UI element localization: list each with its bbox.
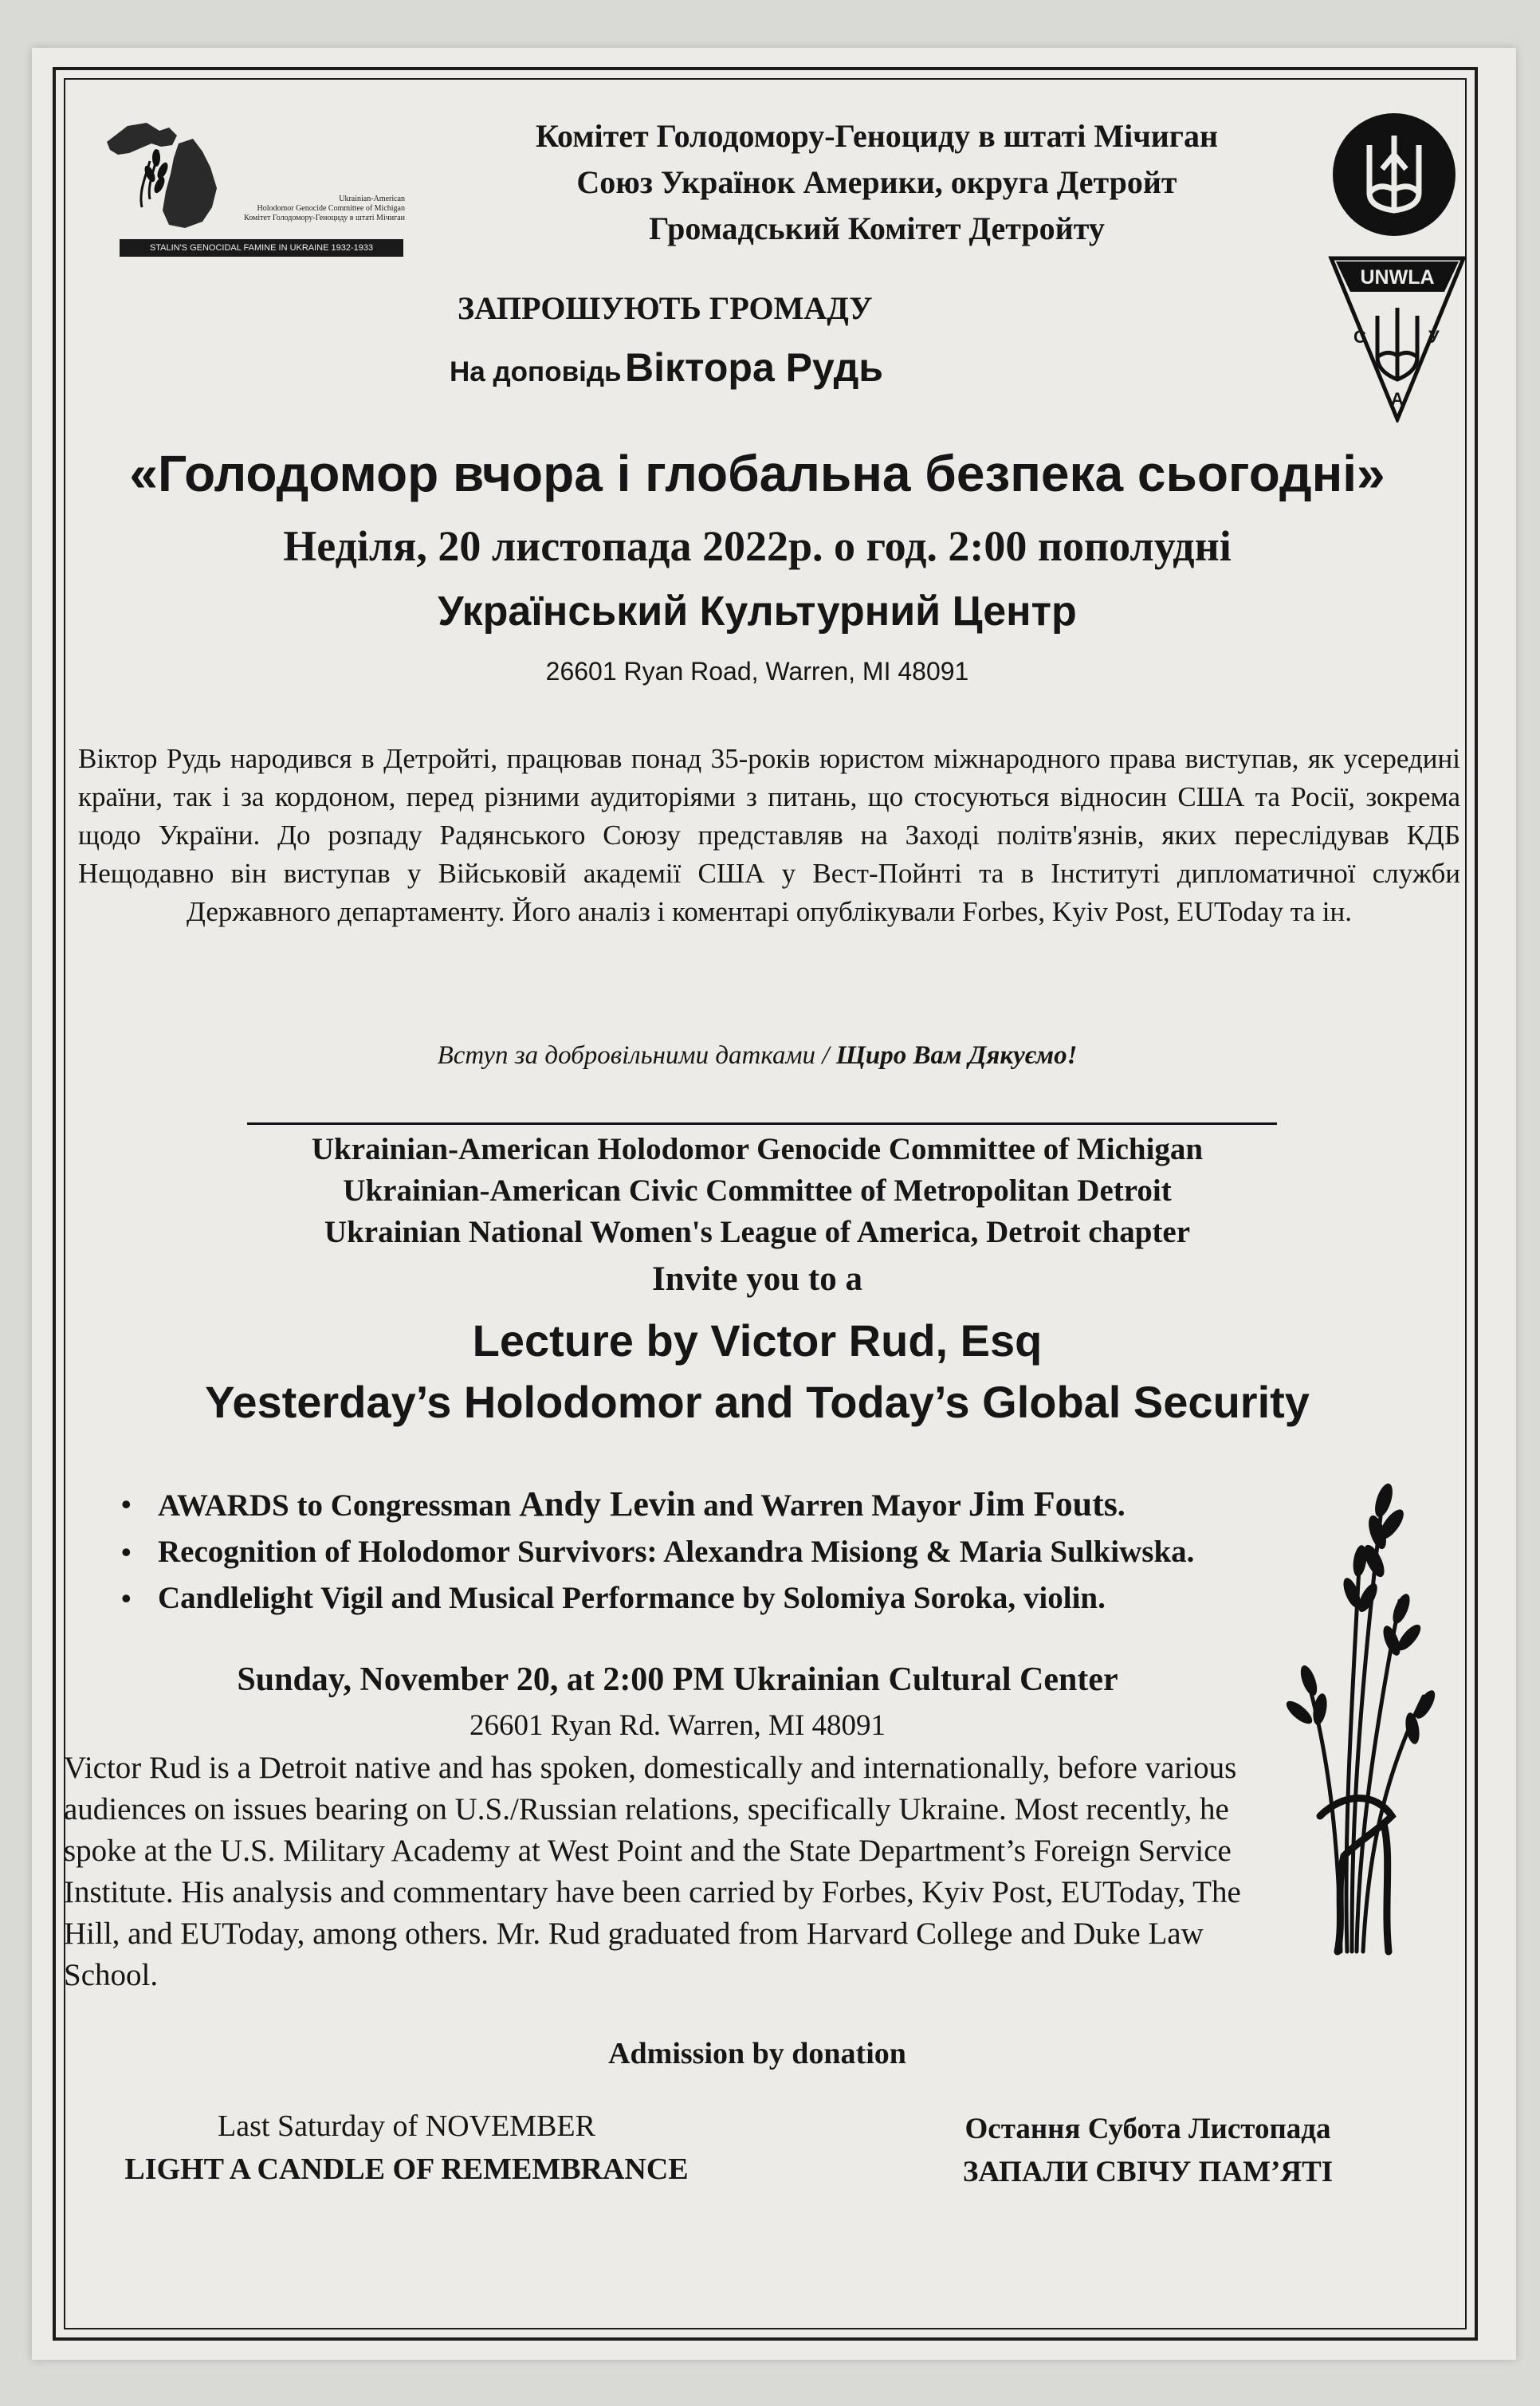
org-lines-en — [80, 1129, 1435, 1253]
title-ua: «Голодомор вчора і глобальна безпека сьогодні» — [129, 445, 1385, 502]
unwla-letter: С — [1353, 327, 1366, 347]
unwla-badge — [1328, 255, 1467, 423]
lecture-name-ua: Віктора Рудь — [625, 345, 884, 390]
admission-ua — [80, 1036, 1435, 1075]
awards-list — [120, 1481, 1251, 1622]
org-lines-ua — [430, 113, 1323, 252]
org-line-en: Ukrainian-American Holodomor Genocide Committee of Michigan — [311, 1132, 1204, 1166]
trident-icon — [1333, 113, 1456, 236]
title-en: Yesterday’s Holodomor and Today’s Global Security — [205, 1377, 1310, 1427]
wheat-sheaf-icon — [1264, 1441, 1448, 1968]
award-item — [158, 1481, 1251, 1529]
logo-caption-line: Комітет Голодомору-Геноциду в штаті Мічиган — [244, 214, 405, 222]
wheat-sheaf — [1264, 1441, 1448, 1968]
invite-ua: ЗАПРОШУЮТЬ ГРОМАДУ — [458, 290, 873, 326]
unwla-letter: А — [1391, 389, 1404, 409]
footer-left-line1: Last Saturday of NOVEMBER — [218, 2109, 595, 2143]
address-en: 26601 Ryan Rd. Warren, MI 48091 — [469, 1709, 886, 1742]
logo-caption — [244, 195, 405, 223]
unwla-letter: У — [1428, 327, 1440, 347]
venue-ua: Український Культурний Центр — [438, 588, 1077, 635]
holodomor-committee-logo — [80, 112, 407, 263]
unwla-label: UNWLA — [1360, 266, 1435, 289]
date-ua: Неділя, 20 листопада 2022р. о год. 2:00 пополудні — [283, 522, 1232, 570]
footer-right — [861, 2108, 1435, 2194]
org-line-en: Ukrainian-American Civic Committee of Metropolitan Detroit — [343, 1174, 1172, 1208]
award-name: Jim Fouts — [968, 1484, 1118, 1523]
bio-ua: Віктор Рудь народився в Детройті, працював понад 35-років юристом міжнародного права виступав, як усередині країни, так і за кордоном, перед різними аудиторіями з питань, що стосуються відносин США та Росії, зокрема щодо України. До розпаду Радянського Союзу представляв на Заході політв'язнів, яких переслідував КДБ Нещодавно він виступав у Військовій академії США у Вест-Пойнті та в Інституті дипломатичної служби Державного департаменту. Його аналіз і коментарі опублікували Forbes, Kyiv Post, EUToday та ін. — [78, 743, 1460, 927]
admission-ua-text: Вступ за добровільними датками / — [437, 1041, 836, 1070]
org-line-en: Ukrainian National Women's League of America, Detroit chapter — [324, 1215, 1191, 1249]
address-ua: 26601 Ryan Road, Warren, MI 48091 — [545, 657, 969, 686]
admission-en: Admission by donation — [608, 2037, 906, 2070]
award-item: • Candlelight Vigil and Musical Performance by Solomiya Soroka, violin. — [158, 1575, 1251, 1622]
lecture-en: Lecture by Victor Rud, Esq — [472, 1315, 1043, 1366]
section-divider — [247, 1122, 1277, 1125]
org-line-ua: Союз Українок Америки, округа Детройт — [576, 164, 1177, 200]
award-name: Andy Levin — [519, 1484, 696, 1523]
logo-caption-line: Holodomor Genocide Committee of Michigan — [257, 204, 405, 213]
award-text: . — [1117, 1488, 1126, 1523]
org-line-ua: Громадський Комітет Детройту — [649, 210, 1105, 246]
award-text: AWARDS to Congressman — [158, 1488, 520, 1523]
logo-banner: STALIN'S GENOCIDAL FAMINE IN UKRAINE 1932-1933 — [120, 239, 403, 257]
lecture-line-ua — [450, 344, 883, 391]
logo-caption-line: Ukrainian-American — [339, 195, 405, 203]
trident-emblem — [1333, 113, 1456, 236]
invite-en: Invite you to a — [652, 1260, 862, 1298]
footer-right-line1: Остання Субота Листопада — [964, 2113, 1331, 2145]
award-text: and Warren Mayor — [695, 1488, 968, 1523]
lecture-prefix-ua: На доповідь — [450, 356, 622, 387]
date-en: Sunday, November 20, at 2:00 PM Ukrainian Cultural Center — [237, 1661, 1118, 1698]
bio-en: Victor Rud is a Detroit native and has spoken, domestically and internationally, before various audiences on issues bearing on U.S./Russian relations, specifically Ukraine. Most recently, he spoke at the U.S. Military Academy at West Point and the State Department’s Foreign Service Institute. His analysis and commentary have been carried by Forbes, Kyiv Post, EUToday, The Hill, and EUToday, among others. Mr. Rud graduated from Harvard College and Duke Law School. — [64, 1751, 1241, 1992]
award-item: • Recognition of Holodomor Survivors: Alexandra Misiong & Maria Sulkiwska. — [158, 1529, 1251, 1575]
admission-ua-thanks: Щиро Вам Дякуємо! — [835, 1041, 1078, 1070]
org-line-ua: Комітет Голодомору-Геноциду в штаті Мічиган — [535, 118, 1219, 154]
footer-right-line2: ЗАПАЛИ СВІЧУ ПАМ’ЯТІ — [962, 2156, 1334, 2188]
footer-left-line2: LIGHT A CANDLE OF REMEMBRANCE — [124, 2152, 689, 2186]
footer-left — [96, 2105, 717, 2191]
